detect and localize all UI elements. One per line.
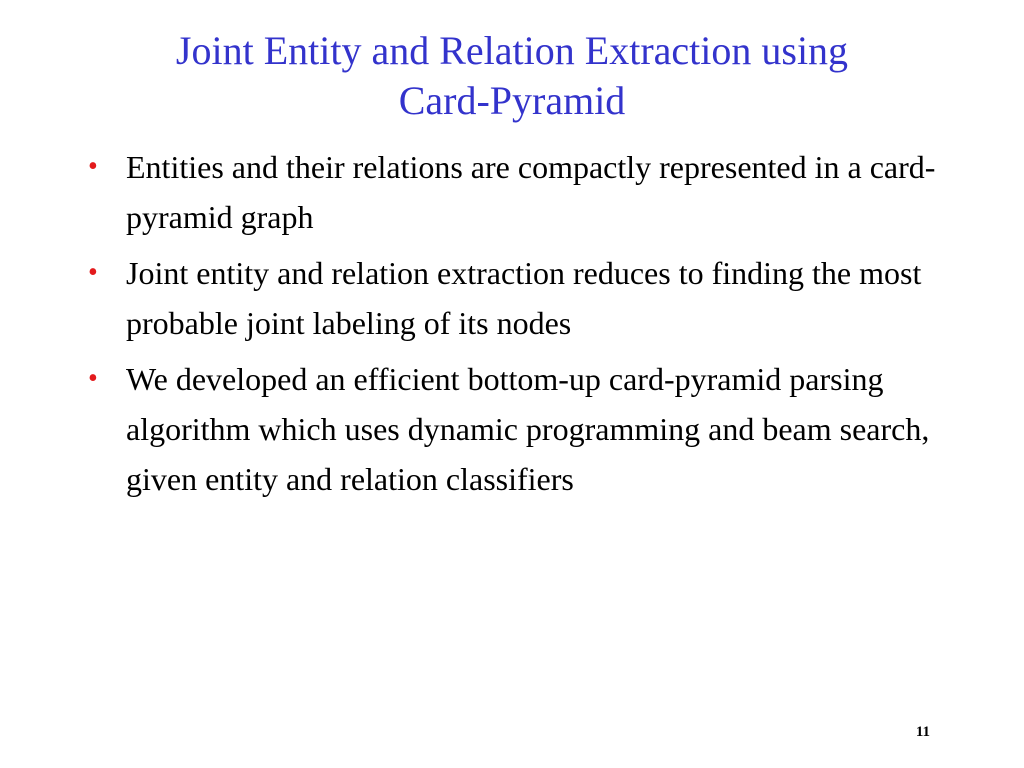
bullet-text-1: Entities and their relations are compactly represented in a card-pyramid graph bbox=[126, 149, 936, 235]
bullet-item-3 bbox=[86, 354, 936, 504]
bullet-text-2: Joint entity and relation extraction reduces to finding the most probable joint labeling of its nodes bbox=[126, 255, 922, 341]
bullet-item-2 bbox=[86, 248, 936, 348]
bullet-list bbox=[86, 142, 936, 510]
slide-title-line-2: Card-Pyramid bbox=[398, 78, 626, 123]
slide-title-line-1: Joint Entity and Relation Extraction using bbox=[175, 28, 849, 73]
bullet-dot-icon: • bbox=[88, 257, 98, 288]
slide-number: 11 bbox=[915, 724, 930, 740]
bullet-text-3: We developed an efficient bottom-up card-pyramid parsing algorithm which uses dynamic programming and beam search, given entity and relation classifiers bbox=[126, 361, 930, 497]
bullet-dot-icon: • bbox=[88, 363, 98, 394]
bullet-dot-icon: • bbox=[88, 151, 98, 182]
bullet-item-1 bbox=[86, 142, 936, 242]
slide-title bbox=[60, 26, 964, 126]
